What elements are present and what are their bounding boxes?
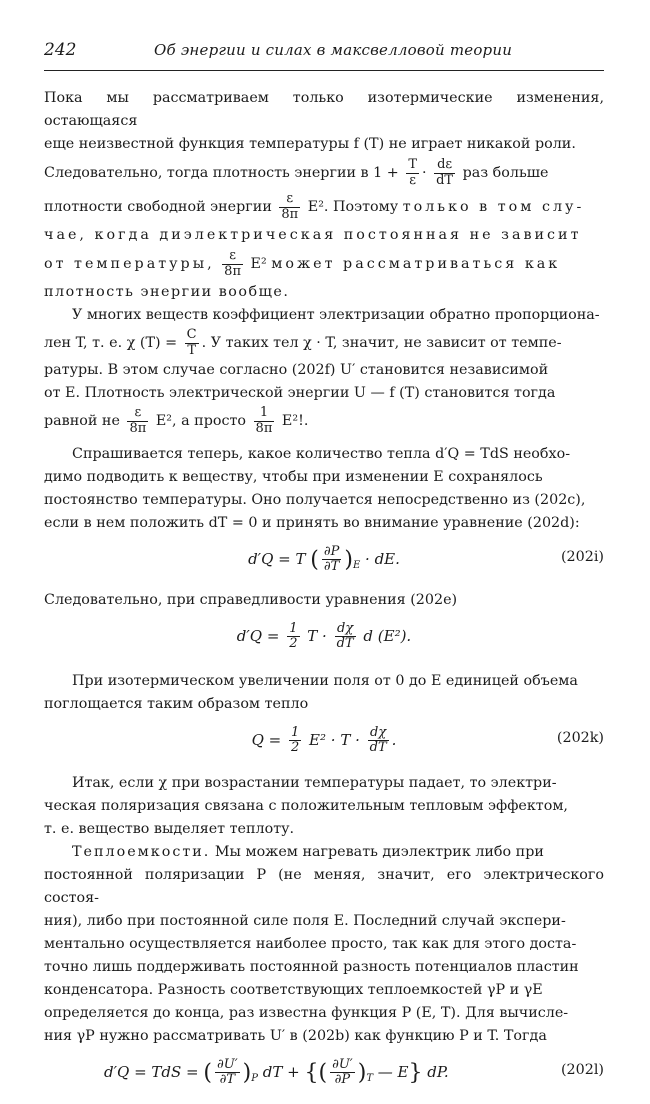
paragraph-heat-capacities xyxy=(44,841,604,1048)
fraction: $\frac{T}{\varepsilon}$ xyxy=(408,157,417,188)
paragraph-conclusion xyxy=(44,772,604,841)
running-title: Об энергии и силах в максвелловой теории xyxy=(154,41,513,59)
text-line: т. е. вещество выделяет теплоту. xyxy=(44,821,295,837)
equation-number: (202k) xyxy=(556,730,604,746)
text-line: ратуры. В этом случае согласно (202f) U′ становится независимой xyxy=(44,362,549,378)
text-line: от температуры, $\frac{\varepsilon}{8\pi}$ E² может рассматриваться как xyxy=(44,248,561,279)
text-line: еще неизвестной функция температуры f (T) не играет никакой роли. xyxy=(44,136,576,152)
text-line: Теплоемкости. Мы можем нагревать диэлектрик либо при xyxy=(72,844,544,860)
page-header xyxy=(44,36,604,71)
text-line: плотность энергии вообще. xyxy=(44,284,290,300)
text-line: если в нем положить dT = 0 и принять во внимание уравнение (202d): xyxy=(44,515,580,531)
fraction: $\frac{\varepsilon}{8\pi}$ xyxy=(281,191,299,222)
fraction: $\frac{C}{T}$ xyxy=(186,327,197,358)
text-line: Следовательно, тогда плотность энергии в 1 + $\frac{T}{\varepsilon}$ · $\frac{d\varepsilon}{dT}$ раз больше xyxy=(44,157,549,188)
text-line: поглощается таким образом тепло xyxy=(44,696,309,712)
text-line: чае, когда диэлектрическая постоянная не зависит xyxy=(44,227,582,243)
text-line: Спрашивается теперь, какое количество тепла d′Q = TdS необхо- xyxy=(72,446,571,462)
book-page xyxy=(44,36,604,1104)
section-lead: Теплоемкости. xyxy=(72,844,211,860)
text-line: У многих веществ коэффициент электризации обратно пропорциона- xyxy=(72,307,600,323)
text-line: точно лишь поддерживать постоянной разность потенциалов пластин xyxy=(44,959,579,975)
fraction: $\frac{\varepsilon}{8\pi}$ xyxy=(129,405,147,436)
text-line: определяется до конца, раз известна функция P (E, T). Для вычисле- xyxy=(44,1005,569,1021)
text-line: постоянной поляризации P (не меняя, значит, его электрического состоя- xyxy=(44,867,604,906)
text-line: димо подводить к веществу, чтобы при изменении E сохранялось xyxy=(44,469,543,485)
paragraph-energy-density xyxy=(44,87,604,304)
equation-202l: d′Q = TdS = ( $\frac{\partial U'}{\partial T}$ )$_P$ dT + {( $\frac{\partial U'}{\partial P}$ )$_T$ — E} dP. (202l) xyxy=(104,1057,604,1088)
paragraph-isothermal-field xyxy=(44,670,604,716)
text-line: плотности свободной энергии $\frac{\varepsilon}{8\pi}$ E². Поэтому только в том слу- xyxy=(44,191,585,222)
text-line: равной не $\frac{\varepsilon}{8\pi}$ E², а просто $\frac{1}{8\pi}$ E²!. xyxy=(44,405,309,436)
text-line: При изотермическом увеличении поля от 0 до E единицей объема xyxy=(72,673,578,689)
fraction: $\frac{d\varepsilon}{dT}$ xyxy=(436,157,454,188)
text-line: ментально осуществляется наиболее просто, так как для этого доста- xyxy=(44,936,577,952)
text-line: от E. Плотность электрической энергии U — f (T) становится тогда xyxy=(44,385,556,401)
text-line: постоянство температуры. Оно получается непосредственно из (202c), xyxy=(44,492,586,508)
equation-number: (202l) xyxy=(560,1062,604,1078)
fraction: $\frac{1}{8\pi}$ xyxy=(255,405,273,436)
page-number: 242 xyxy=(44,40,77,60)
text-line: конденсатора. Разность соответствующих теплоемкостей γP и γE xyxy=(44,982,543,998)
equation-202k: Q = $\frac{1}{2}$ E² · T · $\frac{d\chi}{dT}$ . (202k) xyxy=(251,725,604,756)
paragraph-heat-question xyxy=(44,443,604,535)
fraction: $\frac{\varepsilon}{8\pi}$ xyxy=(224,248,241,279)
text-line: ческая поляризация связана с положительным тепловым эффектом, xyxy=(44,798,568,814)
equation-202j: d′Q = $\frac{1}{2}$ T · $\frac{d\chi}{dT}$ d (E²). xyxy=(236,621,412,652)
text-line: Следовательно, при справедливости уравнения (202e) xyxy=(44,592,458,608)
text-line: лен T, т. е. χ (T) = $\frac{C}{T}$ . У таких тел χ · T, значит, не зависит от темпе- xyxy=(44,327,562,358)
equation-number: (202i) xyxy=(560,549,604,565)
text-line: ния), либо при постоянной силе поля E. Последний случай экспери- xyxy=(44,913,566,929)
text-line: ния γP нужно рассматривать U′ в (202b) как функцию P и T. Тогда xyxy=(44,1028,547,1044)
text-line: Итак, если χ при возрастании температуры падает, то электри- xyxy=(72,775,557,791)
equation-202i: d′Q = T ( $\frac{\partial P}{\partial T}$ )$_E$ · dE. (202i) xyxy=(248,544,604,575)
text-line: Пока мы рассматриваем только изотермические изменения, остающаяся xyxy=(44,90,604,129)
paragraph-electrization xyxy=(44,304,604,437)
